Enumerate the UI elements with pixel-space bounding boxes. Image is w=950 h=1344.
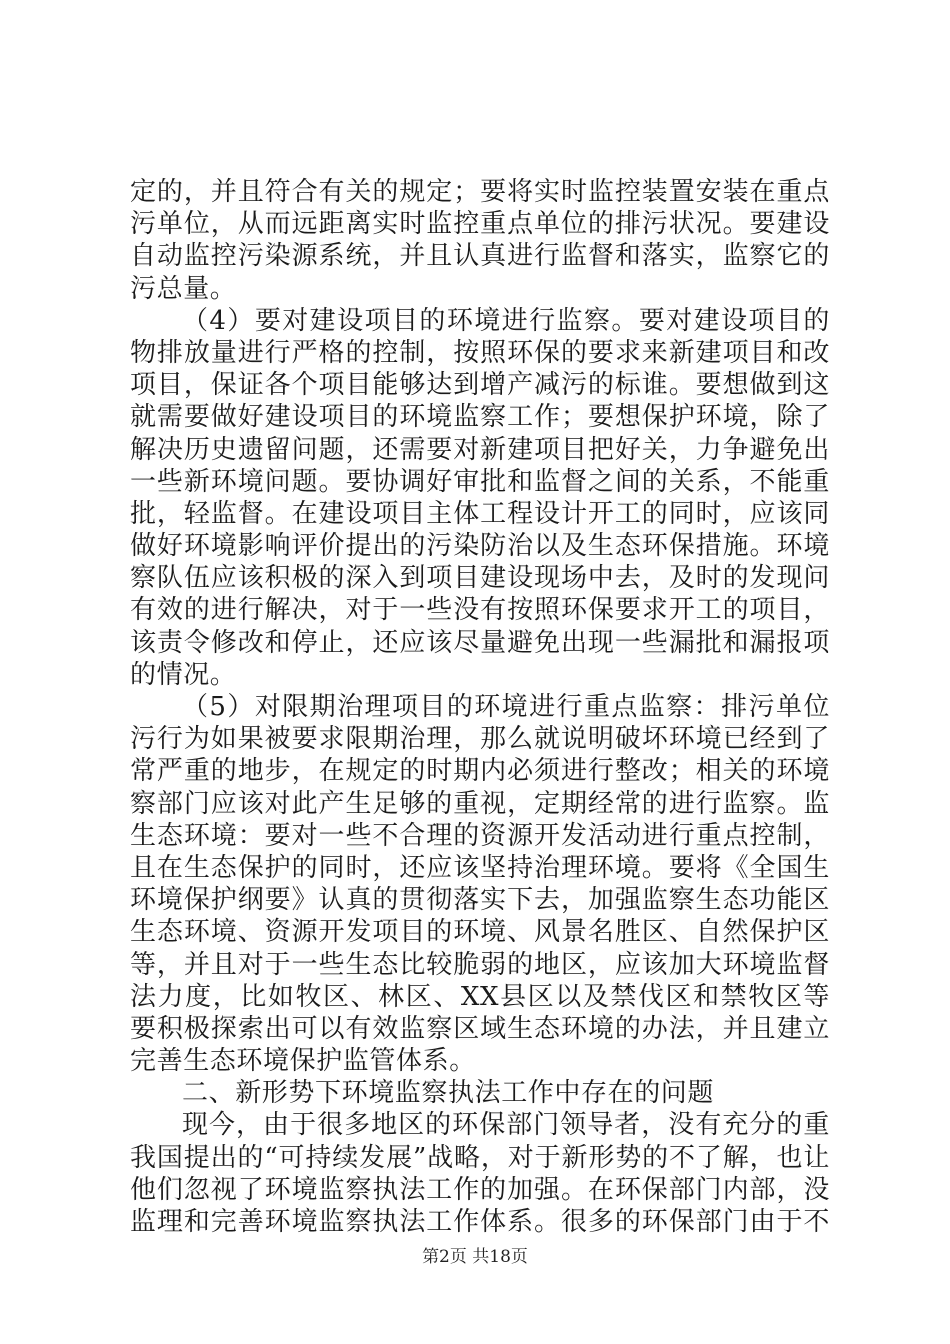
text-line: 且在生态保护的同时，还应该坚持治理环境。要将《全国生 bbox=[130, 852, 830, 883]
text-line: 污总量。 bbox=[130, 273, 237, 304]
text-line: 物排放量进行严格的控制，按照环保的要求来新建项目和改 bbox=[130, 337, 830, 368]
page-number-footer: 第2页 共18页 bbox=[422, 1247, 528, 1267]
text-line: 监理和完善环境监察执法工作体系。很多的环保部门由于不 bbox=[130, 1207, 830, 1237]
text-line: 项目，保证各个项目能够达到增产减污的标谁。要想做到这 bbox=[130, 370, 830, 401]
text-line: 污行为如果被要求限期治理，那么就说明破坏环境已经到了 bbox=[130, 724, 830, 755]
text-line: 该责令修改和停止，还应该尽量避免出现一些漏批和漏报项 bbox=[130, 627, 830, 658]
paragraph-first-line: 现今，由于很多地区的环保部门领导者，没有充分的重 bbox=[182, 1110, 830, 1141]
text-line: 做好环境影响评价提出的污染防治以及生态环保措施。环境 bbox=[130, 531, 830, 562]
text-line: 就需要做好建设项目的环境监察工作；要想保护环境，除了 bbox=[130, 402, 830, 433]
text-line: 的情况。 bbox=[130, 659, 237, 690]
text-line: 环境保护纲要》认真的贯彻落实下去，加强监察生态功能区 bbox=[130, 885, 830, 916]
section-heading: 二、新形势下环境监察执法工作中存在的问题 bbox=[182, 1078, 715, 1109]
text-line: 常严重的地步，在规定的时期内必须进行整改；相关的环境 bbox=[130, 756, 830, 787]
text-line: 批，轻监督。在建设项目主体工程设计开工的同时，应该同 bbox=[130, 498, 830, 529]
text-line: 法力度，比如牧区、林区、XX县区以及禁伐区和禁牧区等 bbox=[130, 981, 830, 1012]
text-line: 一些新环境问题。要协调好审批和监督之间的关系，不能重 bbox=[130, 466, 830, 497]
text-line: 自动监控污染源系统，并且认真进行监督和落实，监察它的 bbox=[130, 241, 830, 272]
text-line: 解决历史遗留问题，还需要对新建项目把好关，力争避免出 bbox=[130, 434, 830, 465]
paragraph-first-line: （5）对限期治理项目的环境进行重点监察：排污单位 bbox=[182, 692, 830, 722]
text-line: 生态环境、资源开发项目的环境、风景名胜区、自然保护区 bbox=[130, 917, 830, 948]
text-line: 他们忽视了环境监察执法工作的加强。在环保部门内部，没 bbox=[130, 1174, 830, 1205]
text-line: 完善生态环境保护监管体系。 bbox=[130, 1046, 476, 1077]
text-line: 定的，并且符合有关的规定；要将实时监控装置安装在重点 bbox=[130, 177, 830, 207]
text-line: 生态环境：要对一些不合理的资源开发活动进行重点控制， bbox=[130, 820, 830, 851]
text-line: 等，并且对于一些生态比较脆弱的地区，应该加大环境监督 bbox=[130, 949, 830, 980]
text-line: 要积极探索出可以有效监察区域生态环境的办法，并且建立 bbox=[130, 1013, 830, 1044]
text-line: 察部门应该对此产生足够的重视，定期经常的进行监察。监 bbox=[130, 788, 830, 819]
document-body bbox=[130, 176, 830, 1238]
text-line: 察队伍应该积极的深入到项目建设现场中去，及时的发现问 bbox=[130, 563, 830, 594]
paragraph-first-line: （4）要对建设项目的环境进行监察。要对建设项目的 bbox=[182, 305, 830, 336]
text-line: 我国提出的“可持续发展”战略，对于新形势的不了解，也让 bbox=[130, 1142, 830, 1173]
text-line: 有效的进行解决，对于一些没有按照环保要求开工的项目， bbox=[130, 595, 830, 626]
text-line: 污单位，从而远距离实时监控重点单位的排污状况。要建设 bbox=[130, 209, 830, 240]
